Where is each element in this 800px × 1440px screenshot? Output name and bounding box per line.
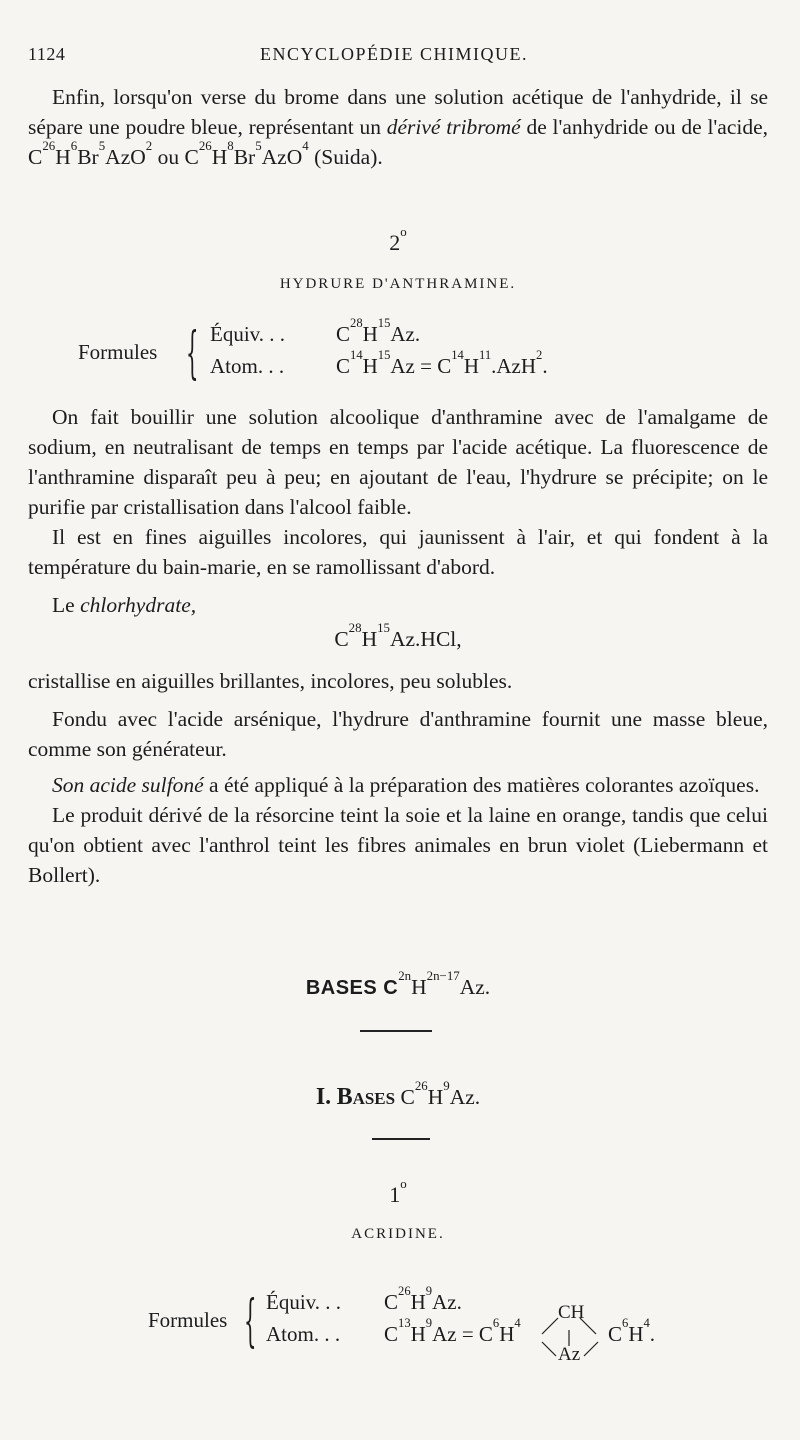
section-number-2 xyxy=(28,224,768,258)
bases-title-c: Az. xyxy=(459,975,491,999)
atom-label: Atom. . . xyxy=(210,354,285,378)
formula-part: C xyxy=(608,1322,623,1346)
para3: Il est en fines aiguilles incolores, qui jaunissent à l'air, et qui fondent à la température du bain-marie, en se ramollissant d'abord. xyxy=(28,525,768,579)
para4-rest: cristallise en aiguilles brillantes, incolores, peu solubles. xyxy=(28,669,513,693)
formula-part: H xyxy=(361,627,378,651)
bases-title-b: H xyxy=(411,975,427,999)
sup: 6 xyxy=(622,1316,629,1330)
divider xyxy=(372,1138,430,1140)
bond-line xyxy=(542,1318,558,1334)
sup: 2n−17 xyxy=(426,968,460,983)
formula-part: AzO xyxy=(105,145,146,169)
para1-italic: dérivé tribromé xyxy=(386,115,521,139)
para7: Le produit dérivé de la résorcine teint la soie et la laine en orange, tandis que celui qu'on obtient avec l'anthrol teint les fibres animales en brun violet (Liebermann et Bollert). xyxy=(28,803,768,887)
formula-part: H xyxy=(55,145,71,169)
para6-italic: Son acide sulfoné xyxy=(52,773,204,797)
formula-part: Br xyxy=(77,145,99,169)
formula-part: C xyxy=(336,322,351,346)
sup: 6 xyxy=(70,138,78,153)
equiv-label: Équiv. . . xyxy=(210,322,286,346)
formula-part: Az.HCl, xyxy=(389,627,462,651)
formula-part: H xyxy=(410,1290,426,1314)
sup: 26 xyxy=(398,1284,411,1298)
sup: 5 xyxy=(98,138,106,153)
formula-part: Az = C xyxy=(390,354,452,378)
para6-rest: a été appliqué à la préparation des matières colorantes azoïques. xyxy=(203,773,760,797)
formules-acridine xyxy=(148,1284,768,1380)
formula-part: Br xyxy=(233,145,256,169)
formula-part: Az. xyxy=(390,322,421,346)
bond-line xyxy=(542,1342,556,1356)
az-group: Az xyxy=(558,1344,581,1365)
atom-label: Atom. . . xyxy=(266,1322,341,1346)
sup: 26 xyxy=(198,138,212,153)
formula-part: (Suida). xyxy=(308,145,383,169)
formula-part: H xyxy=(362,354,378,378)
bases-word: Bases xyxy=(336,1084,396,1110)
section-num: 2 xyxy=(389,230,401,255)
para1-text-b: de l'anhydride ou de l'acide, C xyxy=(28,115,769,169)
formula-part: H xyxy=(211,145,228,169)
para6 xyxy=(28,770,768,800)
ch-group: CH xyxy=(558,1302,585,1323)
formula-part: H xyxy=(427,1085,444,1109)
sup: 9 xyxy=(443,1078,450,1093)
divider xyxy=(360,1030,432,1032)
sup: 4 xyxy=(643,1316,650,1330)
section-title-hydrure xyxy=(28,266,768,299)
sup: 13 xyxy=(398,1316,411,1330)
paragraph-tribromo xyxy=(28,82,768,172)
sup: 2 xyxy=(536,348,543,362)
sup: 14 xyxy=(451,348,464,362)
formula-part: C xyxy=(384,1322,399,1346)
sup: 15 xyxy=(377,620,390,635)
sup: 2n xyxy=(398,968,412,983)
formula-part: ou C xyxy=(152,145,199,169)
formules-label: Formules xyxy=(148,1308,228,1332)
para4-italic: chlorhydrate, xyxy=(80,593,197,617)
formula-part: H xyxy=(362,322,378,346)
sup: 15 xyxy=(377,316,391,330)
running-header xyxy=(28,44,760,74)
sup: 26 xyxy=(42,138,56,153)
running-title: ENCYCLOPÉDIE CHIMIQUE. xyxy=(260,44,528,64)
formula-part: C xyxy=(384,1290,399,1314)
equiv-formula xyxy=(384,1284,462,1315)
section-title: HYDRURE D'ANTHRAMINE. xyxy=(279,276,517,292)
sup: 28 xyxy=(350,316,363,330)
section-title-acridine xyxy=(28,1216,768,1249)
formula-part: . xyxy=(542,354,548,378)
formula-part: H xyxy=(463,354,479,378)
para5: Fondu avec l'acide arsénique, l'hydrure d'anthramine fournit une masse bleue, comme son générateur. xyxy=(28,707,768,761)
para4-le: Le xyxy=(52,593,81,617)
formula-part: C xyxy=(336,354,351,378)
formula-part: C xyxy=(400,1085,415,1109)
sup: 9 xyxy=(425,1284,433,1298)
formula-part: H xyxy=(628,1322,644,1346)
paragraph-preparation xyxy=(28,402,768,582)
formula-part: Az. xyxy=(449,1085,481,1109)
sup: 4 xyxy=(302,138,309,153)
paragraph-chlorhydrate xyxy=(28,590,768,696)
para2: On fait bouillir une solution alcoolique d'anthramine avec de l'amalgame de sodium, en neutralisant de temps en temps par l'acide acétique. La fluorescence de l'anthramine disparaît peu à peu; en ajoutant de l'eau, l'hydrure se précipite; on le purifie par cristallisation dans l'alcool faible. xyxy=(28,405,768,519)
paragraph-properties xyxy=(28,704,768,890)
sup: 2 xyxy=(145,138,153,153)
sup: 28 xyxy=(348,620,362,635)
chlorhydrate-formula xyxy=(28,620,768,654)
sup: 4 xyxy=(514,1316,521,1330)
sup: o xyxy=(400,1176,407,1191)
brace-icon: { xyxy=(244,1289,257,1354)
formula-part: . xyxy=(649,1322,656,1346)
sup: 5 xyxy=(255,138,262,153)
sup: 14 xyxy=(350,348,363,362)
section-num: 1 xyxy=(389,1182,401,1207)
formules-hydrure xyxy=(78,316,778,392)
brace-icon: { xyxy=(186,321,199,386)
sup: o xyxy=(400,224,407,239)
equiv-formula xyxy=(336,316,421,347)
chlorhydrate-line xyxy=(28,590,768,620)
formula-part: .AzH xyxy=(491,354,537,378)
formula-part: C xyxy=(334,627,349,651)
bases-title-a: BASES C xyxy=(305,977,399,999)
section-title: ACRIDINE. xyxy=(351,1226,445,1242)
equiv-label: Équiv. . . xyxy=(266,1290,342,1314)
bond-line xyxy=(584,1342,598,1356)
roman-numeral: I. xyxy=(315,1084,332,1110)
atom-formula xyxy=(336,348,548,379)
formules-label: Formules xyxy=(78,340,158,364)
formula-part: Az. xyxy=(432,1290,462,1314)
para1-text-a: Enfin, lorsqu'on verse du brome dans une solution acétique de l'anhydride, il se sépare une poudre bleue, représentant un xyxy=(28,85,768,139)
formula-part: H xyxy=(410,1322,426,1346)
formula-part: Az = C xyxy=(432,1322,493,1346)
sup: 11 xyxy=(478,348,492,362)
formula-part: H xyxy=(499,1322,515,1346)
sup: 15 xyxy=(377,348,391,362)
sup: 26 xyxy=(414,1078,428,1093)
atom-formula xyxy=(384,1316,521,1347)
formula-part: AzO xyxy=(261,145,303,169)
right-ring-formula xyxy=(608,1316,656,1347)
section-number-1 xyxy=(28,1176,768,1210)
sup: 8 xyxy=(227,138,234,153)
sup: 9 xyxy=(425,1316,433,1330)
bases-i-heading xyxy=(28,1078,768,1112)
bases-heading xyxy=(28,968,768,1003)
page-number: 1124 xyxy=(28,44,66,64)
sup: 6 xyxy=(492,1316,500,1330)
